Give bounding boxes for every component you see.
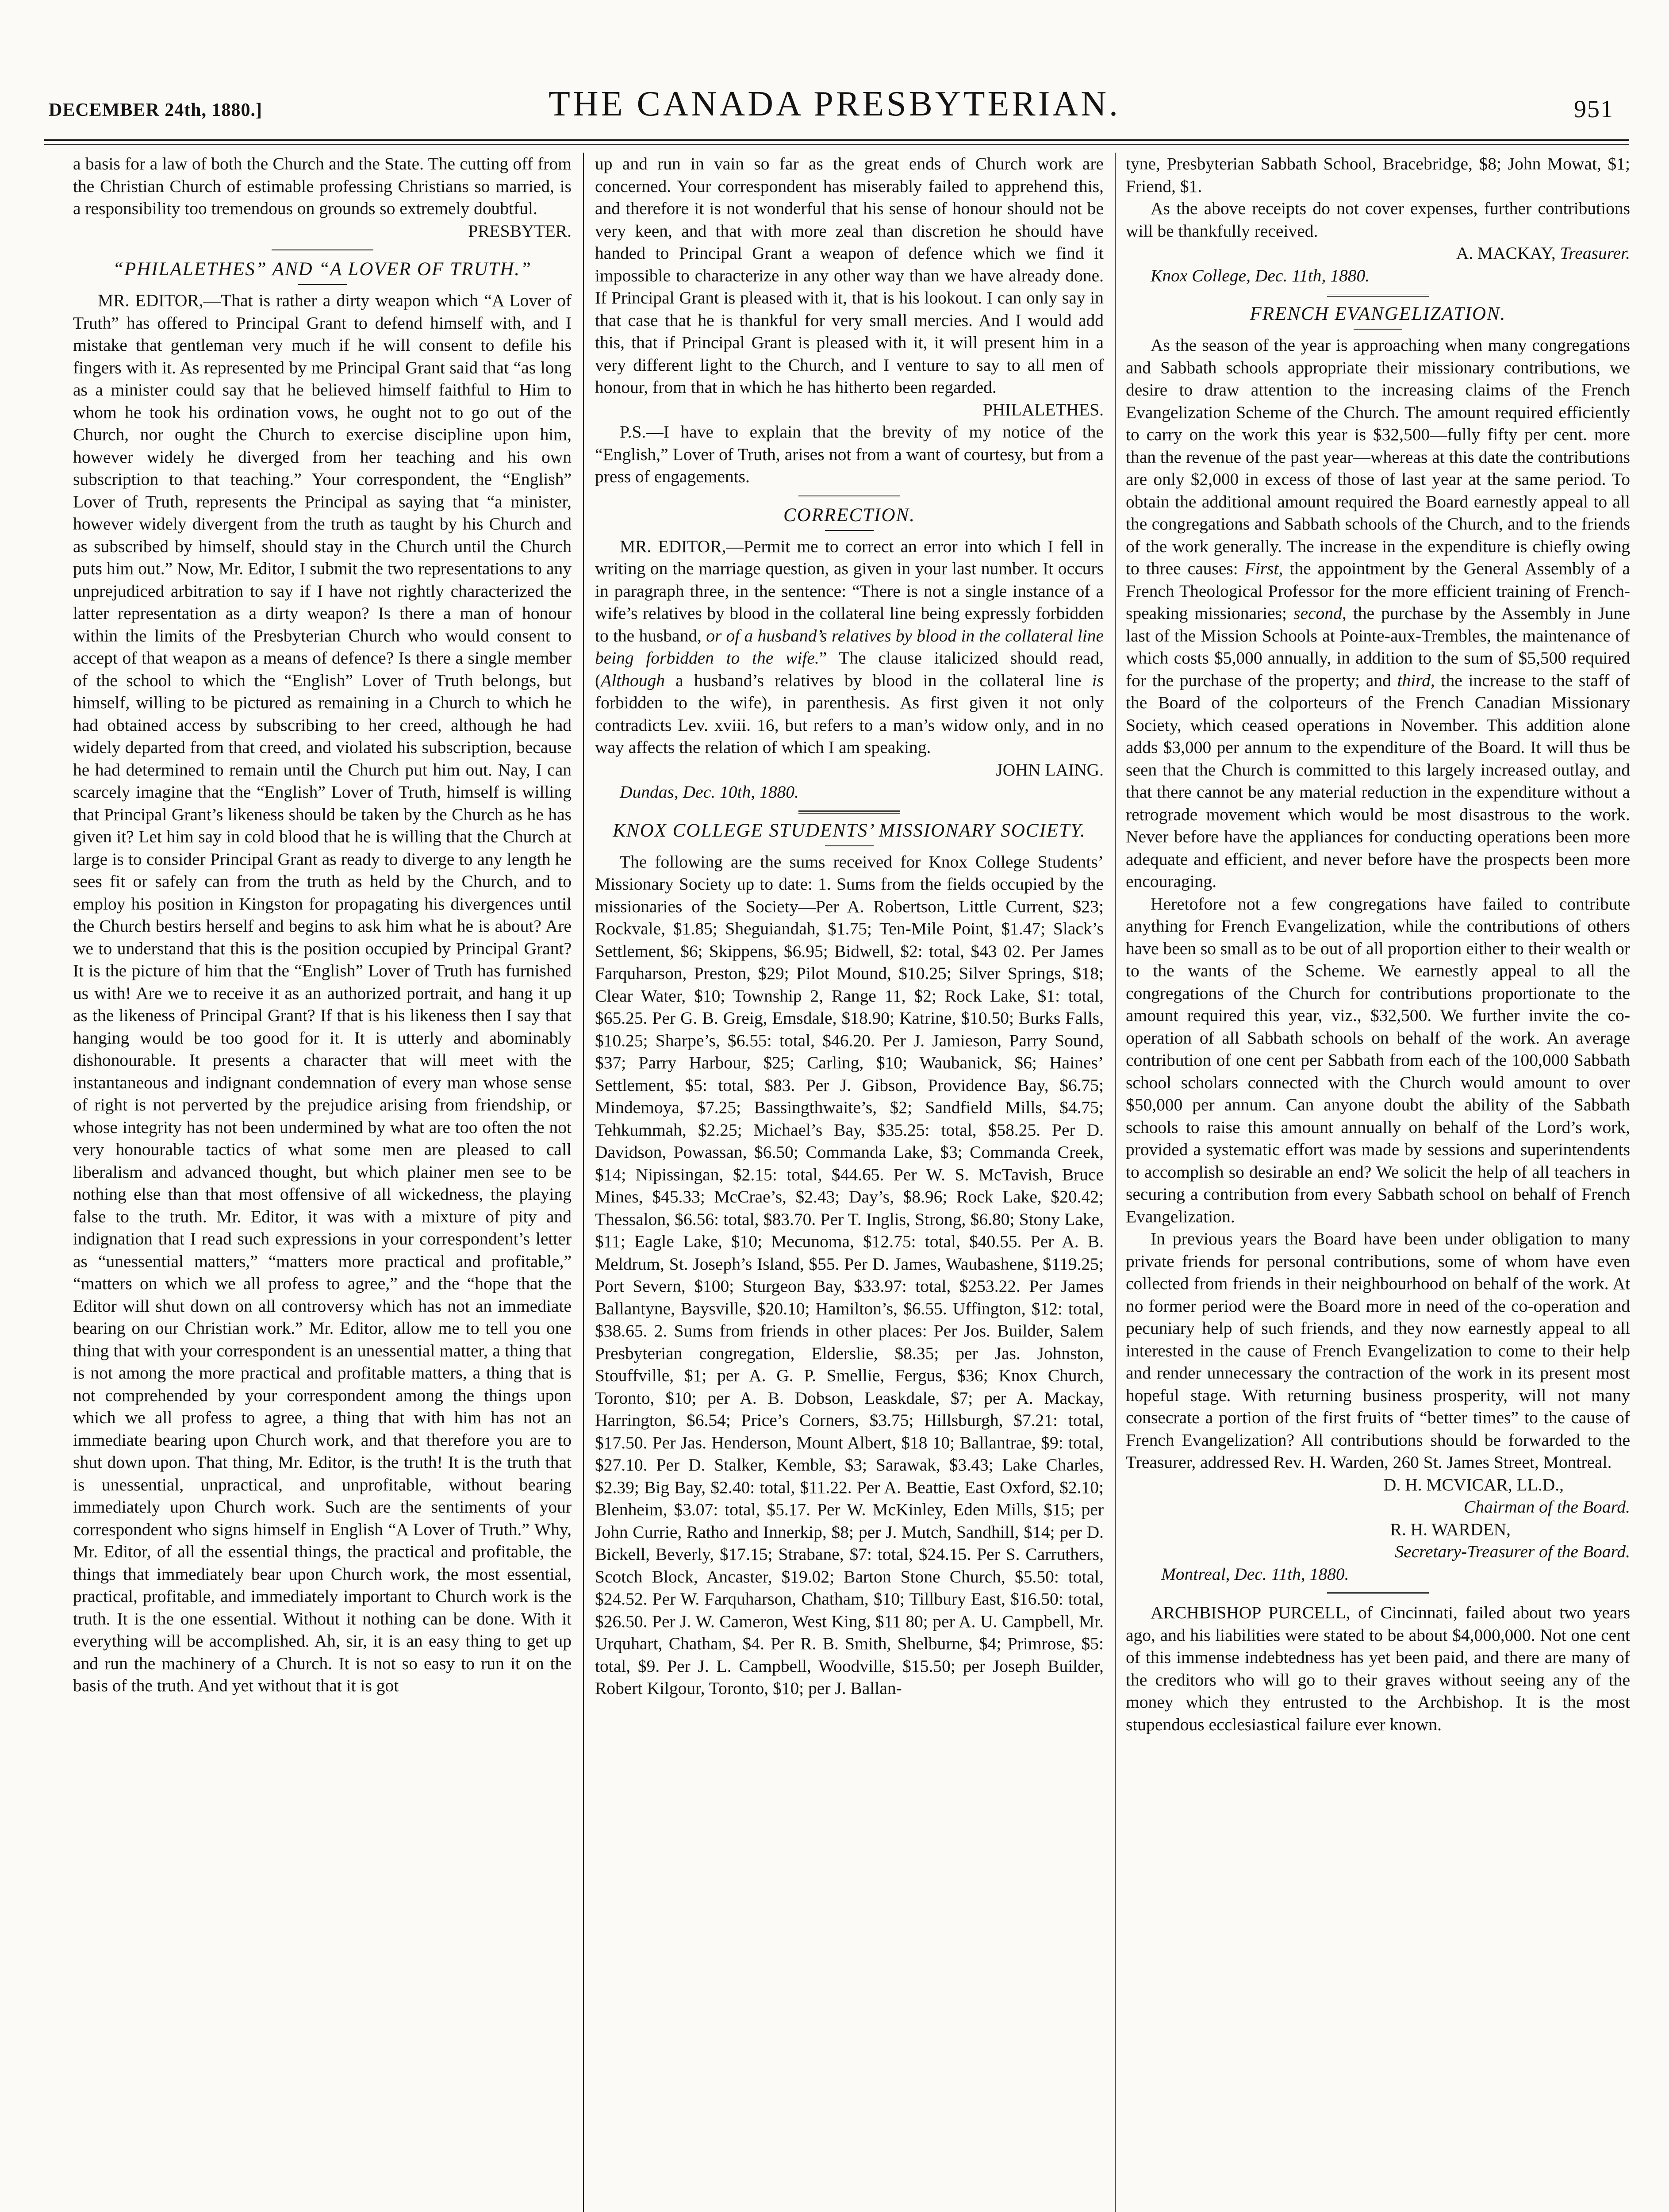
- italic-word: third,: [1397, 670, 1435, 690]
- signature-title: Treasurer.: [1560, 243, 1630, 263]
- italic-clause: or of a husband’s relatives by blood in the collateral line being forbidden to the wife.: [595, 626, 1104, 668]
- column-3: [1126, 153, 1630, 2212]
- salutation: MR. EDITOR,: [620, 536, 726, 556]
- purcell-text: of Cincinnati, failed about two years ago, and his liabilities were stated to be about $4,000,000. Not one cent of this immense indebtedness has yet been paid, and there are many of the creditors who will go to their graves without seeing any of the money which they entrusted to the Archbishop. It is the most stupendous ecclesiastical failure ever known.: [1126, 1603, 1630, 1734]
- section-rule: [272, 249, 373, 252]
- article-heading-philalethes: “PHILALETHES” AND “A LOVER OF TRUTH.”: [113, 259, 532, 280]
- article-heading-correction: CORRECTION.: [783, 504, 915, 526]
- masthead-rule-thin: [44, 144, 1629, 145]
- french-text: As the season of the year is approaching when many congregations and Sabbath schools appropriate their missionary contributions, we desire to draw attention to the increasing claims of the French Evangelization Scheme of the Church. The amount required efficiently to carry on the work this year is $32,500—fully fifty per cent. more than the revenue of the past year—whereas at this date the contributions are only $2,000 in excess of those of last year at the same period. To obtain the additional amount required the Board earnestly appeal to all the congregations and Sabbath schools of the Church, and to the friends of the work generally. The increase in the expenditure is chiefly owing to three causes:: [1126, 335, 1630, 578]
- signature-title: Chairman of the Board.: [1464, 1497, 1630, 1517]
- french-paragraph-3: In previous years the Board have been under obligation to many private friends for personal contributions, some of whom have even collected from friends in their neighbourhood on behalf of the work. At no former period were the Board more in need of the co-operation and pecuniary help of such friends, and they now earnestly appeal to all interested in the cause of French Evangelization to come to their help and render unnecessary the contraction of the work in its present most hopeful stage. With returning business prosperity, will not many consecrate a portion of the first fruits of “better times” to the cause of French Evangelization? All contributions should be forwarded to the Treasurer, addressed Rev. H. Warden, 260 St. James Street, Montreal.: [1126, 1229, 1630, 1472]
- signature-name: A. MACKAY,: [1456, 243, 1556, 263]
- section-rule: [1327, 294, 1429, 297]
- signature-title: Secretary-Treasurer of the Board.: [1395, 1542, 1630, 1561]
- article-continuation: up and run in vain so far as the great ends of Church work are concerned. Your correspondent has miserably failed to apprehend this, and therefore it is not wonderful that his sense of honour should not be very keen, and that with more zeal than discretion he should have handed to Principal Grant a weapon of defence which we find it impossible to characterize in any other way than we have already done. If Principal Grant is pleased with it, that is his lookout. I can only say in that case that he is thankful for very small mercies. And I would add this, that if Principal Grant is pleased with it, it will present him in a very different light to the Church, and I venture to say to all men of honour, from that in which he has hitherto been regarded.: [595, 154, 1104, 397]
- article-body-philalethes: [73, 289, 572, 1697]
- signature-mcvicar: [1126, 1474, 1630, 1496]
- dateline-knox: Knox College, Dec. 11th, 1880.: [1151, 265, 1370, 285]
- intro-signature: PRESBYTER.: [468, 221, 572, 241]
- section-rule: [798, 495, 900, 498]
- knox-receipts-continued: tyne, Presbyterian Sabbath School, Bracebridge, $8; John Mowat, $1; Friend, $1.: [1126, 154, 1630, 196]
- french-paragraph-2: Heretofore not a few congregations have failed to contribute anything for French Evangelization, while the contributions of others have been so small as to be out of all proportion either to their wealth or to the wants of the Scheme. We earnestly appeal to all the congregations of the Church for contributions proportionate to the amount required this year, viz., $32,500. We further invite the co-operation of all Sabbath schools on behalf of the work. An average contribution of one cent per Sabbath from each of the 100,000 Sabbath school scholars connected with the Church would amount to over $50,000 per annum. Can anyone doubt the ability of the Sabbath schools to raise this amount annually on behalf of the Lord’s work, provided a systematic effort was made by sessions and superintendents to accomplish so desirable an end? We solicit the help of all teachers in securing a contribution from every Sabbath school on behalf of French Evangelization.: [1126, 894, 1630, 1226]
- signature-name: R. H. WARDEN,: [1390, 1519, 1511, 1539]
- signature-mcvicar-title: [1126, 1496, 1630, 1518]
- french-text: the purchase by the Assembly in June last of the Mission Schools at Pointe-aux-Trembles, the maintenance of which costs $5,000 annually, in addition to the sum of $5,500 required for the purchase of the property; and: [1126, 603, 1630, 690]
- knox-note: As the above receipts do not cover expenses, further contributions will be thankfully received.: [1126, 199, 1630, 241]
- dateline-montreal: Montreal, Dec. 11th, 1880.: [1161, 1564, 1349, 1584]
- article-text: —That is rather a dirty weapon which “A Lover of Truth” has offered to Principal Grant to defend himself with, and I mistake that gentleman very much if he will consent to defile his fingers with it. As represented by me Principal Grant said that “as long as a minister could say that he believed himself faithful to Him to whom he took his ordination vows, he ought not to go out of the Church, nor ought the Church to exercise discipline upon him, however widely he diverged from her teaching and his own subscription to that teaching.” Your correspondent, the “English” Lover of Truth, represents the Principal as saying that “a minister, however widely divergent from the truth as taught by his Church and as subscribed by himself, should stay in the Church until the Church puts him out.” Now, Mr. Editor, I submit the two representations to any unprejudiced arbitration to say if I have not rightly characterized the latter representation as a dirty weapon? Is there a man of honour within the limits of the Presbyterian Church who would consent to accept of that weapon as a means of defence? Is there a single member of the school to which the “English” Lover of Truth belongs, but himself, willing to be pictured as remaining in a Church to which he had obtained access by subscribing to her creed, although he had widely departed from that creed, and violated his subscription, because he had determined to remain until the Church put him out. Nay, I can scarcely imagine that the “English” Lover of Truth, himself is willing that Principal Grant’s likeness should be taken by the Church as he has given it? Let him say in cold blood that he is willing that the Church at large is to consider Principal Grant as ready to diverge to any length he sees fit or safely can from the truth as held by the Church, and to employ his position in Kingston for propagating his divergences until the Church bestirs herself and begins to ask him what he is about? Are we to understand that this is the position occupied by Principal Grant? It is the picture of him that the “English” Lover of Truth has furnished us with! Are we to receive it as an authorized portrait, and hang it up as the likeness of Principal Grant? If that is his likeness then I say that hanging would be too good for it. It is utterly and abominably dishonourable. It presents a character that will meet with the instantaneous and indignant condemnation of every man whose sense of right is not perverted by the prejudice arising from friendship, or whose integrity has not been undermined by what are too often the not very honourable tactics of what some men are pleased to call liberalism and advanced thought, but which plainer men see to be nothing else than that most offensive of all wickedness, the playing false to the truth. Mr. Editor, it was with a mixture of pity and indignation that I read such expressions in your correspondent’s letter as “unessential matters,” “matters more practical and profitable,” “matters on which we all profess to agree,” and the “hope that the Editor will shut down on all controversy which has not an immediate bearing on our Christian work.” Mr. Editor, allow me to tell you one thing that with your correspondent is an unessential matter, a thing that is not among the more practical and profitable matters, a thing that is not comprehended by your correspondent among the things upon which we all profess to agree, a thing that with him has not an immediate bearing upon Church work, and that therefore you are to shut down upon. That thing, Mr. Editor, is the truth! It is the truth that is unessential, unpractical, and unprofitable, without bearing immediately upon Church work. Such are the sentiments of your correspondent who signs himself in English “A Lover of Truth.” Why, Mr. Editor, of all the essential things, the practical and profitable, the things that immediately bear upon Church work, the most essential, practical, profitable, and immediately important to Church work is the truth. It is the one essential. Without it nothing can be done. With it everything will be accomplished. Ah, sir, it is an easy thing to get up and run the machinery of a Church. It is not so easy to run it on the basis of the truth. And yet without that it is got: [73, 291, 572, 1695]
- correction-body: [595, 535, 1104, 759]
- signature-name: D. H. MCVICAR, LL.D.,: [1383, 1475, 1564, 1494]
- purcell-item: [1126, 1601, 1630, 1736]
- newspaper-title: THE CANADA PRESBYTERIAN.: [549, 84, 1120, 123]
- french-text: the increase to the staff of the Board of the colporteurs of the French Canadian Missionary Society, which ceased operations in November. This addition alone adds $3,000 per annum to the expenditure of the Board. It will thus be seen that the Church is committed to this largely increased outlay, and that there cannot be any material reduction in the expenditure without a retrograde movement which would be most disastrous to the work. Never before have the appliances for conducting operations been more adequate and efficient, and never before have the prospects been more encouraging.: [1126, 670, 1630, 891]
- column-1: [73, 153, 572, 2212]
- knox-receipts: The following are the sums received for Knox College Students’ Missionary Society up to date: 1. Sums from the fields occupied by the missionaries of the Society—Per A. Robertson, Little Current, $23; Rockvale, $1.85; Sheguiandah, $1.75; Ten-Mile Point, $1.47; Slack’s Settlement, $6; Skippens, $6.95; Bidwell, $2: total, $43 02. Per James Farquharson, Preston, $29; Pilot Mound, $10.25; Silver Springs, $18; Clear Water, $10; Township 2, Range 11, $2; Rock Lake, $1: total, $65.25. Per G. B. Greig, Emsdale, $18.90; Katrine, $10.50; Burks Falls, $10.25; Sharpe’s, $6.55: total, $46.20. Per J. Jamieson, Parry Sound, $37; Parry Harbour, $25; Carling, $10; Waubanick, $6; Haines’ Settlement, $5: total, $83. Per J. Gibson, Providence Bay, $6.75; Mindemoya, $7.25; Bassingthwaite’s, $2; Sandfield Mills, $4.75; Tehkummah, $2.25; Michael’s Bay, $35.25: total, $58.25. Per D. Davidson, Powassan, $6.50; Commanda Lake, $3; Commanda Creek, $14; Nipissingan, $2.15: total, $44.65. Per W. S. McTavish, Bruce Mines, $45.33; McCrae’s, $2.43; Day’s, $8.96; Rock Lake, $20.42; Thessalon, $6.56: total, $83.70. Per T. Inglis, Strong, $6.80; Stony Lake, $11; Eagle Lake, $10; Mecunoma, $12.75: total, $40.55. Per A. B. Meldrum, St. Joseph’s Island, $55. Per D. James, Waubashene, $119.25; Port Severn, $100; Sturgeon Bay, $33.97: total, $253.22. Per James Ballantyne, Baysville, $20.10; Hamilton’s, $6.55. Uffington, $12: total, $38.65. 2. Sums from friends in other places: Per Jos. Builder, Salem Presbyterian congregation, Elderslie, $8.35; per Jas. Johnston, Stouffville, $1; per A. G. P. Smellie, Fergus, $36; Knox Church, Toronto, $10; per A. B. Dobson, Leaskdale, $7; per A. Mackay, Harrington, $6.54; Price’s Corners, $3.75; Hillsburgh, $7.21: total, $17.50. Per Jas. Henderson, Mount Albert, $18 10; Ballantrae, $9: total, $27.10. Per D. Stalker, Kemble, $3; Sarawak, $3.43; Lake Charles, $2.39; Big Bay, $2.40: total, $11.22. Per A. Beattie, East Oxford, $2.10; Blenheim, $3.07: total, $5.17. Per W. McKinley, Eden Mills, $15; per John Currie, Ratho and Innerkip, $8; per J. Mutch, Sandhill, $14; per D. Bickell, Beverly, $17.15; Strabane, $7: total, $24.15. Per S. Carruthers, Scotch Block, Ancaster, $19.02; Barton Stone Church, $5.50: total, $24.52. Per W. Farquharson, Chatham, $10; Tillbury East, $16.50: total, $26.50. Per J. W. Cameron, West King, $11 80; per A. U. Campbell, Mr. Urquhart, Chatham, $4. Per R. B. Smith, Shelburne, $4; Primrose, $5: total, $9. Per J. L. Campbell, Woodville, $15.50; per Joseph Builder, Robert Kilgour, Toronto, $10; per J. Ballan-: [595, 852, 1104, 1698]
- correction-text: forbidden to the wife), in parenthesis. As first given it not only contradicts Lev. xviii. 16, but refers to a man’s widow only, and in no way affects the relation of which I am speaking.: [595, 693, 1104, 757]
- heading-rule: [298, 284, 347, 285]
- column-divider: [583, 153, 584, 2212]
- italic-word: Although: [601, 670, 665, 690]
- postscript: P.S.—I have to explain that the brevity of my notice of the “English,” Lover of Truth, arises not from a want of courtesy, but from a press of engagements.: [595, 422, 1104, 486]
- heading-rule: [825, 530, 874, 531]
- italic-word: second,: [1293, 603, 1347, 623]
- correction-text: ” The clause italicized should read, (: [595, 648, 1104, 690]
- french-text: the appointment by the General Assembly of a French Theological Professor for the more efficient training of French-speaking missionaries;: [1126, 559, 1630, 623]
- lead-in: ARCHBISHOP PURCELL,: [1151, 1603, 1351, 1622]
- signature-john-laing: JOHN LAING.: [996, 760, 1104, 780]
- article-heading-french: FRENCH EVANGELIZATION.: [1250, 303, 1506, 324]
- correction-text: a husband’s relatives by blood in the collateral line: [664, 670, 1092, 690]
- section-rule: [798, 810, 900, 814]
- masthead: [0, 0, 1669, 146]
- french-paragraph-1: [1126, 334, 1630, 893]
- heading-rule: [825, 845, 874, 846]
- correction-text: —Permit me to correct an error into which I fell in writing on the marriage question, as given in your last number. It occurs in paragraph three, in the sentence: “There is not a single instance of a wife’s relatives by blood in the collateral line being expressly forbidden to the husband,: [595, 536, 1104, 645]
- signature-warden-title: [1126, 1540, 1630, 1563]
- salutation: MR. EDITOR,: [98, 291, 203, 310]
- italic-word: First,: [1244, 559, 1283, 578]
- section-rule: [1327, 1592, 1429, 1595]
- intro-paragraph: a basis for a law of both the Church and the State. The cutting off from the Christian Church of estimable professing Christians so married, is a responsibility too tremendous on grounds so extremely doubtful.: [73, 154, 572, 218]
- page-number: 951: [1574, 96, 1614, 123]
- article-heading-knox: KNOX COLLEGE STUDENTS’ MISSIONARY SOCIETY.: [613, 820, 1086, 841]
- signature-philalethes: PHILALETHES.: [982, 399, 1104, 419]
- signature-mackay: [1126, 242, 1630, 265]
- masthead-rule: [44, 139, 1629, 141]
- issue-date: DECEMBER 24th, 1880.]: [49, 100, 263, 120]
- dateline-dundas: Dundas, Dec. 10th, 1880.: [620, 782, 799, 802]
- column-divider: [1115, 153, 1116, 2212]
- heading-rule: [1354, 329, 1402, 330]
- italic-word: is: [1092, 670, 1104, 690]
- column-2: [595, 153, 1104, 2212]
- signature-warden: [1126, 1518, 1630, 1541]
